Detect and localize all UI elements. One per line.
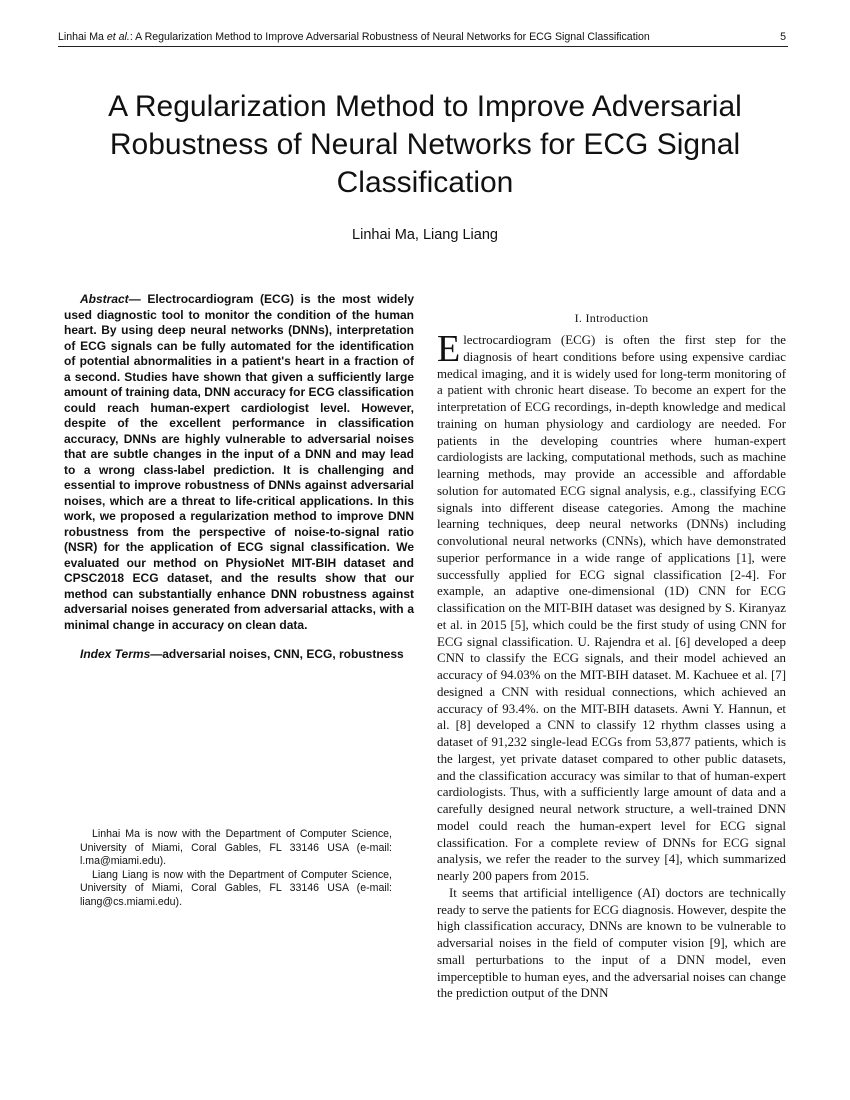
abstract-dash: — — [128, 292, 148, 306]
index-terms-text: —adversarial noises, CNN, ECG, robustness — [150, 647, 404, 661]
footnote-1: Linhai Ma is now with the Department of Computer Science, University of Miami, Coral Gables, FL 33146 USA (e-mail: l.ma@miami.edu). — [80, 828, 392, 867]
abstract-label: Abstract — [80, 292, 129, 306]
running-header — [58, 30, 788, 47]
intro-paragraph-2: It seems that artificial intelligence (AI) doctors are technically ready to serve the patients for ECG diagnosis. However, despite the high classification accuracy, DNNs are known to be vulnerable to adversarial noises in the field of computer vision [9], which are small perturbations to the input of a DNN model, even imperceptible to human eyes, and the adversarial noises can change the prediction output of the DNN — [437, 885, 786, 1001]
abstract — [64, 292, 414, 633]
dropcap-letter: E — [437, 328, 461, 370]
index-terms — [64, 647, 414, 662]
page-number: 5 — [780, 31, 786, 43]
abstract-text: Electrocardiogram (ECG) is the most widely used diagnostic tool to monitor the condition of the human heart. By using deep neural networks (DNNs), interpretation of ECG signals can be fully automated for the identification of potential abnormalities in a patient's heart in a fraction of a second. Studies have shown that given a sufficiently large amount of training data, DNN accuracy for ECG classification could reach human-expert cardiologist level. However, despite of the excellent performance in classification accuracy, DNNs are highly vulnerable to adversarial noises that are subtle changes in the input of a DNN and may lead to a wrong class-label prediction. It is challenging and essential to improve robustness of DNNs against adversarial noises, which are a threat to life-critical applications. In this work, we proposed a regularization method to improve DNN robustness from the perspective of noise-to-signal ratio (NSR) for the application of ECG signal classification. We evaluated our method on PhysioNet MIT-BIH dataset and CPSC2018 ECG dataset, and the results show that our method can substantially enhance DNN robustness against adversarial noises generated from adversarial attacks, with a minimal change in accuracy on clean data. — [64, 292, 414, 632]
left-column — [64, 292, 414, 662]
intro-paragraph-1-text: lectrocardiogram (ECG) is often the first step for the diagnosis of heart conditions before using expensive cardiac medical imaging, and it is widely used for long-term monitoring of a patient with chronic heart disease. To become an expert for the interpretation of ECG recordings, in-depth knowledge and medical training on human physiology and cardiology are needed. For patients in the developing countries where human-expert cardiologists are lacking, computational methods, such as machine learning methods, may provide an accessible and affordable solution for automated ECG signal analysis, e.g., classifying ECG signals into different disease categories. Among the machine learning techniques, deep neural networks (DNNs) including convolutional neural networks (CNNs), which have demonstrated superior performance in a wide range of applications [1], were successfully applied for ECG signal classification [2-4]. For example, an adaptive one-dimensional (1D) CNN for ECG classification on the MIT-BIH dataset was designed by S. Kiranyaz et al. in 2015 [5], which could be the first study of using CNN for ECG signal classification. U. Rajendra et al. [6] developed a deep CNN to classify the ECG signals, and their model achieved an accuracy of 94.03% on the MIT-BIH dataset. M. Kachuee et al. [7] designed a CNN with residual connections, which achieved an accuracy of 93.4%. on the MIT-BIH datasets. Awni Y. Hannun, et al. [8] developed a CNN to classify 12 rhythm classes using a dataset of 91,232 single-lead ECGs from 53,877 patients, which is the largest, yet private dataset compared to other public datasets, and the classification accuracy was similar to that of human-expert cardiologists. Thus, with a sufficiently large amount of data and a carefully designed neural network structure, a well-trained DNN model could reach the human-expert level for ECG signal classification. For a complete review of DNNs for ECG signal analysis, we refer the reader to the survey [4], which summarized nearly 200 papers from 2015. — [437, 333, 786, 883]
footnote-2: Liang Liang is now with the Department of Computer Science, University of Miami, Coral Gables, FL 33146 USA (e-mail: liang@cs.miami.edu). — [80, 868, 392, 908]
intro-paragraph-1 — [437, 328, 786, 885]
right-column — [437, 310, 786, 1002]
header-author: Linhai Ma — [58, 31, 104, 43]
paper-title: A Regularization Method to Improve Adversarial Robustness of Neural Networks for ECG Signal Classification — [108, 90, 742, 199]
header-etal: et al. — [106, 31, 130, 43]
index-terms-label: Index Terms — [80, 647, 151, 661]
header-running-title: : A Regularization Method to Improve Adversarial Robustness of Neural Networks for ECG Signal Classification — [129, 31, 650, 43]
author-list: Linhai Ma, Liang Liang — [352, 227, 498, 243]
author-footnotes — [80, 828, 392, 909]
section-heading-introduction: I. Introduction — [574, 311, 649, 325]
